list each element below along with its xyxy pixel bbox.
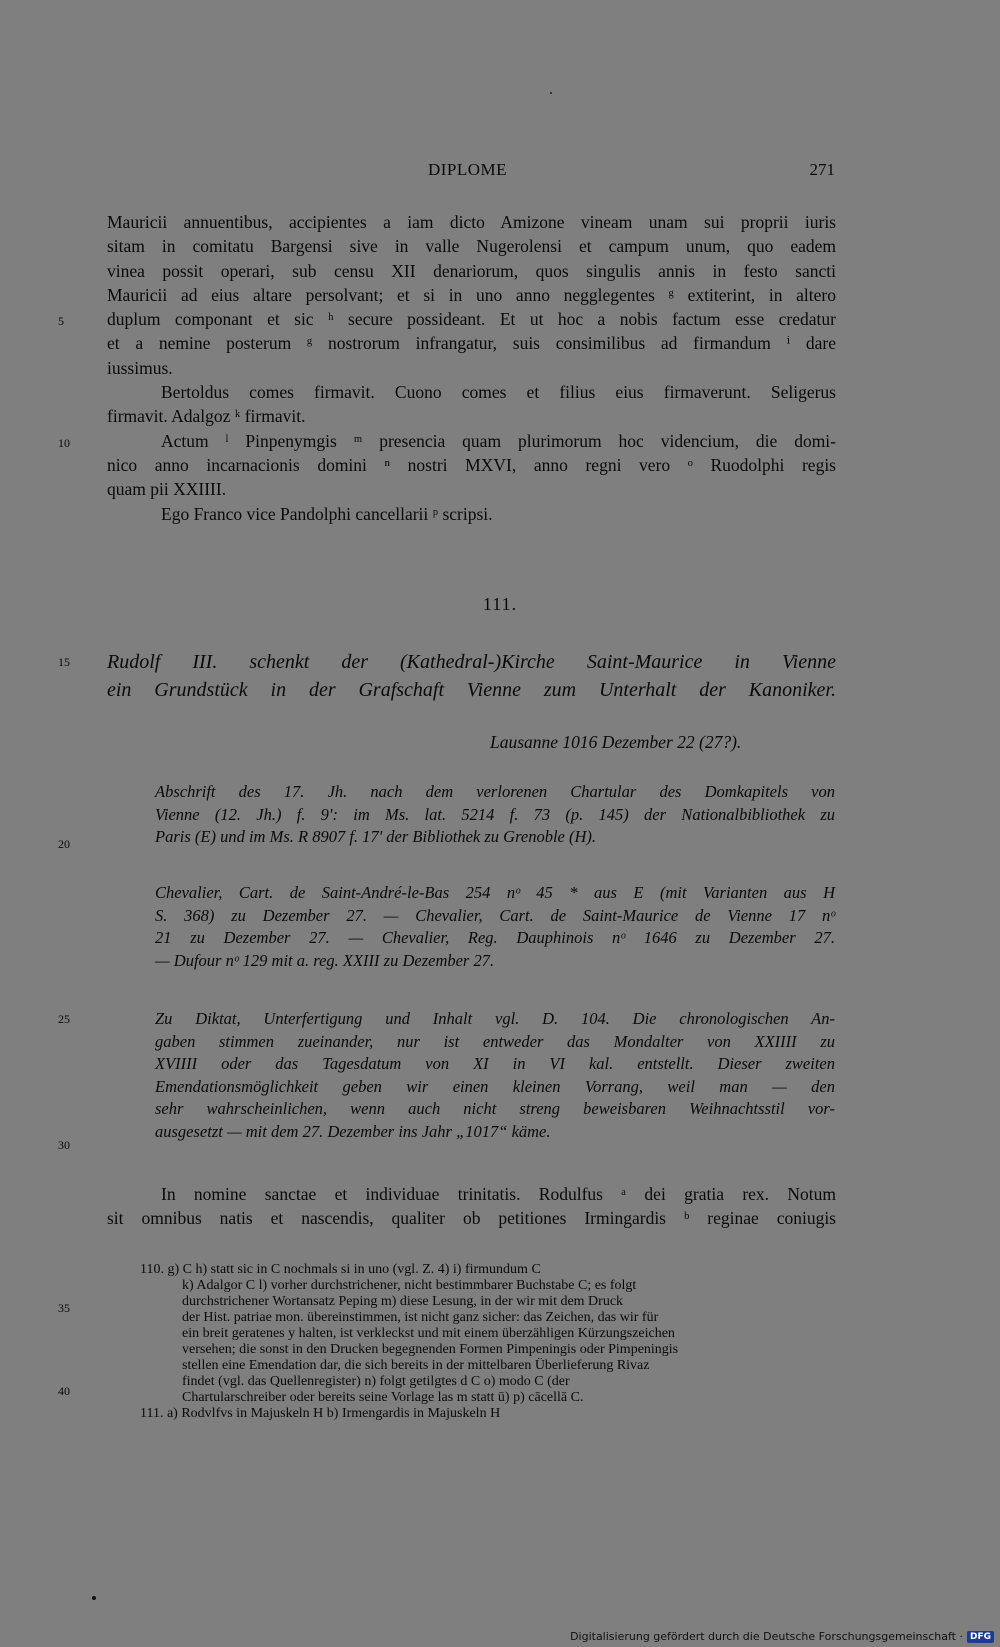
line-number: 30 bbox=[58, 1138, 70, 1152]
editions-note bbox=[155, 882, 835, 972]
text-line: sitam in comitatu Bargensi sive in valle Nugerolensi et campum unum, quo eadem bbox=[107, 236, 836, 257]
scribe-line: Ego Franco vice Pandolphi cancellarii ᵖ scripsi. bbox=[161, 503, 493, 524]
edition-line: 21 zu Dezember 27. — Chevalier, Reg. Dauphinois nᵒ 1646 zu Dezember 27. bbox=[155, 928, 835, 947]
edition-line: S. 368) zu Dezember 27. — Chevalier, Cart. de Saint-Maurice de Vienne 17 nᵒ bbox=[155, 905, 835, 925]
line-number: 40 bbox=[58, 1384, 70, 1398]
edition-line: — Dufour nᵒ 129 mit a. reg. XXIII zu Dezember 27. bbox=[155, 950, 495, 970]
footnote-line: der Hist. patriae mon. übereinstimmen, ist nicht ganz sicher: das Zeichen, das wir für bbox=[182, 1310, 659, 1325]
text-line: vinea possit operari, sub censu XII denariorum, quos singulis annis in festo sancti bbox=[107, 260, 836, 281]
commentary bbox=[155, 1008, 835, 1143]
commentary-line: XVIIII oder das Tagesdatum von XI in VI kal. entstellt. Dieser zweiten bbox=[155, 1054, 835, 1073]
document-number: 111. bbox=[482, 594, 518, 614]
footnote-line: ein breit geratenes y halten, ist verkleckst und mit einem überzähligen Kürzungszeichen bbox=[182, 1326, 675, 1341]
footnote-line: k) Adalgor C l) vorher durchstrichener, nicht bestimmbarer Buchstabe C; es folgt bbox=[182, 1278, 637, 1293]
edition-line: Chevalier, Cart. de Saint-André-le-Bas 254 nᵒ 45 * aus E (mit Varianten aus H bbox=[155, 883, 835, 902]
footnote-line: 111. a) Rodvlfvs in Majuskeln H b) Irmengardis in Majuskeln H bbox=[140, 1406, 501, 1421]
regest-line: Rudolf III. schenkt der (Kathedral-)Kirche Saint-Maurice in Vienne bbox=[107, 651, 836, 673]
footnote-line: durchstrichener Wortansatz Peping m) diese Lesung, in der wir mit dem Druck bbox=[182, 1294, 624, 1309]
signature-line: firmavit. Adalgoz ᵏ firmavit. bbox=[107, 406, 306, 427]
scan-speck bbox=[550, 92, 552, 94]
footnote-line: versehen; die sonst in den Drucken begegnenden Formen Pimpeningis oder Pimpeningis bbox=[182, 1342, 679, 1357]
text-line: Mauricii ad eius altare persolvant; et si in uno anno negglegentes ᵍ extiterint, in altero bbox=[107, 284, 836, 305]
page-number: 271 bbox=[809, 160, 835, 179]
commentary-line: Zu Diktat, Unterfertigung und Inhalt vgl. D. 104. Die chronologischen An- bbox=[155, 1009, 835, 1028]
funding-text: Digitalisierung gefördert durch die Deutsche Forschungsgemeinschaft · bbox=[570, 1630, 963, 1643]
tradition-note bbox=[155, 781, 835, 849]
text-line: et a nemine posterum ᵍ nostrorum infrangatur, suis consimilibus ad firmandum ⁱ dare bbox=[107, 333, 836, 354]
text-line: sit omnibus natis et nascendis, qualiter ob petitiones Irmingardis ᵇ reginae coniugis bbox=[107, 1208, 836, 1229]
text-line: duplum componant et sic ʰ secure possideant. Et ut hoc a nobis factum esse credatur bbox=[107, 309, 836, 330]
scan-dot bbox=[92, 1596, 96, 1600]
commentary-line: gaben stimmen zueinander, nur ist entweder das Mondalter von XXIIII zu bbox=[155, 1031, 835, 1051]
tradition-line: Abschrift des 17. Jh. nach dem verlorenen Chartular des Domkapitels von bbox=[155, 782, 835, 801]
dfg-logo[interactable]: DFG bbox=[967, 1631, 994, 1643]
signature-line: Bertoldus comes firmavit. Cuono comes et filius eius firmaverunt. Seligerus bbox=[161, 382, 836, 403]
line-number: 10 bbox=[58, 436, 70, 450]
line-number: 15 bbox=[58, 655, 70, 669]
tradition-line: Vienne (12. Jh.) f. 9': im Ms. lat. 5214 f. 73 (p. 145) der Nationalbibliothek zu bbox=[155, 804, 835, 824]
footnote-line: 110. g) C h) statt sic in C nochmals si in uno (vgl. Z. 4) i) firmundum C bbox=[140, 1262, 541, 1277]
page-header bbox=[100, 160, 835, 182]
text-line: iussimus. bbox=[107, 357, 173, 378]
line-number: 20 bbox=[58, 837, 70, 851]
tradition-line: Paris (E) und im Ms. R 8907 f. 17' der Bibliothek zu Grenoble (H). bbox=[155, 827, 597, 846]
footnote-line: Chartularschreiber oder bereits seine Vorlage las m statt ū) p) cācellā C. bbox=[182, 1390, 584, 1405]
commentary-line: sehr wahrscheinlichen, wenn auch nicht streng beweisbaren Weihnachtsstil vor- bbox=[155, 1099, 835, 1118]
charter-text-111 bbox=[107, 1182, 836, 1231]
footnote-line: findet (vgl. das Quellenregister) n) folgt getilgtes d C o) modo C (der bbox=[182, 1374, 570, 1389]
footnote-line: stellen eine Emendation dar, die sich bereits in der mittelbaren Überlieferung Rivaz bbox=[182, 1358, 650, 1373]
regest bbox=[107, 648, 836, 704]
text-line: In nomine sanctae et individuae trinitatis. Rodulfus ᵃ dei gratia rex. Notum bbox=[161, 1184, 836, 1204]
actum-line: quam pii XXIIII. bbox=[107, 479, 227, 500]
footer bbox=[570, 1630, 994, 1643]
date-line: Lausanne 1016 Dezember 22 (27?). bbox=[490, 732, 742, 752]
line-number: 5 bbox=[58, 314, 64, 328]
actum-line: nico anno incarnacionis domini ⁿ nostri MXVI, anno regni vero ᵒ Ruodolphi regis bbox=[107, 454, 836, 475]
regest-line: ein Grundstück in der Grafschaft Vienne zum Unterhalt der Kanoniker. bbox=[107, 679, 836, 701]
commentary-line: ausgesetzt — mit dem 27. Dezember ins Jahr „1017“ käme. bbox=[155, 1121, 551, 1141]
line-number: 25 bbox=[58, 1012, 70, 1026]
charter-text-110 bbox=[107, 210, 836, 526]
running-title: DIPLOME bbox=[427, 160, 508, 179]
commentary-line: Emendationsmöglichkeit geben wir einen kleinen Vorrang, weil man — den bbox=[155, 1076, 835, 1096]
actum-line: Actum ˡ Pinpenymgis ᵐ presencia quam plurimorum hoc videncium, die domi- bbox=[161, 430, 836, 451]
line-number: 35 bbox=[58, 1301, 70, 1315]
text-line: Mauricii annuentibus, accipientes a iam dicto Amizone vineam unam sui proprii iuris bbox=[107, 212, 836, 232]
footnotes bbox=[140, 1262, 835, 1422]
